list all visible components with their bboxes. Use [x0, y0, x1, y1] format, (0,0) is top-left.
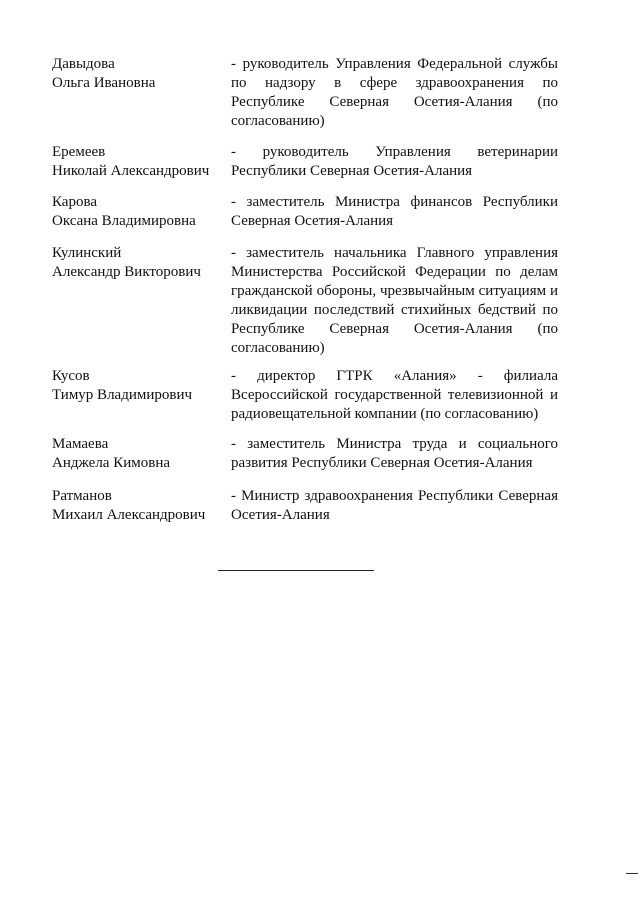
member-role: - Министр здравоохранения Республики Северная Осетия-Алания: [231, 488, 558, 523]
member-surname: Еремеев: [52, 144, 106, 160]
closing-divider-line: [218, 570, 374, 571]
member-role: - заместитель Министра финансов Республики Северная Осетия-Алания: [231, 194, 558, 229]
member-name: [52, 143, 222, 181]
member-role: - директор ГТРК «Алания» - филиала Всероссийской государственной телевизионной и радиовещательной компании (по согласованию): [231, 368, 558, 422]
member-surname: Давыдова: [52, 56, 115, 72]
member-surname: Карова: [52, 194, 98, 210]
member-surname: Мамаева: [52, 436, 109, 452]
member-name: [52, 435, 222, 473]
member-given-names: Анджела Кимовна: [52, 455, 171, 471]
member-given-names: Оксана Владимировна: [52, 213, 196, 229]
member-name: [52, 193, 222, 231]
member-given-names: Александр Викторович: [52, 264, 201, 280]
member-surname: Кусов: [52, 368, 90, 384]
member-role: - руководитель Управления ветеринарии Республики Северная Осетия-Алания: [231, 144, 558, 179]
member-name: [52, 55, 222, 93]
member-role: - заместитель начальника Главного управления Министерства Российской Федерации по делам гражданской обороны, чрезвычайным ситуациям и ликвидации последствий стихийных бедствий по Республике Северная Осетия-Алания (по согласованию): [231, 245, 558, 356]
member-role: - заместитель Министра труда и социального развития Республики Северная Осетия-Алания: [231, 436, 558, 471]
member-name: [52, 244, 222, 282]
member-surname: Ратманов: [52, 488, 112, 504]
member-given-names: Михаил Александрович: [52, 507, 206, 523]
member-name: [52, 367, 222, 405]
member-given-names: Николай Александрович: [52, 163, 210, 179]
member-name: [52, 487, 222, 525]
page-edge-mark: [626, 873, 638, 874]
member-given-names: Ольга Ивановна: [52, 75, 156, 91]
member-surname: Кулинский: [52, 245, 122, 261]
member-role: - руководитель Управления Федеральной службы по надзору в сфере здравоохранения по Республике Северная Осетия-Алания (по согласованию): [231, 56, 558, 129]
member-given-names: Тимур Владимирович: [52, 387, 193, 403]
